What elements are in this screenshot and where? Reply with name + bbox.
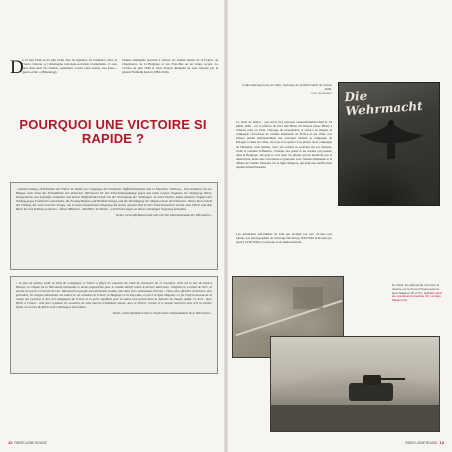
body-text-right-a: Ce texte de Keitel - qui ouvre (le) nouveau Generalfeldmarschall le 19 juillet 1940 - est la préface du livre Mit Hitler im Westen (Avec Hitler à l'Ouest) paru en 1941. Ouvrage de propagande, il retrace en images la campagne victorieuse de l'armée allemande en France et ses alliés. Cet éditeur publie principalement des ouvrages relatant la campagne de Pologne et dans les villes, les pays et la guerre. Les photos de la campagne de Hollande, sous marine, avec des soldats se trouvant sur les bateaux, avant et pendant l'offensive, l'attaque des ponts et les soldats qui passent dans la Belgique. On peut le voir dans ces photos qui ne montrent pas la destruction, mais celle victorieuse et glorieuse avec l'armée allemande et la défaite de l'armée française sur la ligne Maginot, qui était une fortification réputée infranchissable. [236, 120, 332, 170]
folio-right [405, 440, 444, 445]
intro-column-b: l'armée allemande parvient à vaincre les armées alliées de la France, de l'Angleterre, de la Belgique et des Pays-Bas en un temps record. La victoire de juin 1940 et l'état d'esprit allemand en sont exposés par le général Wilhelm Keitel (1882-1946). [122, 58, 218, 75]
page-number-right: 13 [439, 440, 444, 445]
tank-turret [363, 375, 381, 385]
magazine-title: Die Wehrmacht [344, 88, 424, 119]
aerial-field [293, 287, 323, 309]
folio-left-label: PARIS LIGNE ROUGE [14, 441, 47, 445]
page-gutter [224, 0, 228, 452]
tank-gun [381, 378, 405, 380]
tank-caption [392, 284, 442, 303]
page-number-left: 12 [8, 440, 13, 445]
folio-left [8, 440, 47, 445]
quote-french-text: « Le jour du solstice 1940, en forêt de Compiègne, le Führer a effacé les séquelles du traité de l'armistice du 11 novembre 1918. De la mer du Nord à Biscaye, le rempart de la Wehrmacht allemande se dresse aujourd'hui pour le combat décisif contre le dernier adversaire, l'Angleterre. L'armée de terre, la marine de guerre et l'armée de l'air. Wehrmacht et peuple sont désormais soudés, unis dans leur communauté d'armes... Dans cette offensive victorieuse sans précédent, les troupes allemandes ont vaincu en six semaines la France, la Belgique et les Pays-Bas, et percé la ligne Maginot. Ce fut l'esprit nouveau de la troupe qui a permis ce but. Les campagnes de France et ce qu'ils signifient pour la nation sont gravés dans la mémoire de chaque soldat. Ce livre - Avec Hitler à l'Ouest - veut fixer à jamais les souvenirs de cette marche triomphale unique. Avec le Führer, l'armée et le peuple marchent unis vers la victoire finale, au service du Reich et de l'Allemagne tout entière. [16, 281, 212, 309]
quote-german-signature: Keitel, Generalfeldmarschall und Chef des Oberkommando der Wehrmacht » [116, 213, 212, 217]
aerial-road [235, 300, 342, 337]
quote-box-german [10, 182, 218, 270]
page-headline: POURQUOI UNE VICTOIRE SI RAPIDE ? [19, 117, 207, 146]
cover-caption-source: Coll. de l'auteur [311, 90, 332, 95]
intro-column-a: u 10 mai 1940 au 22 juin 1940, date de signature de l'armistice entre la France vaincue et l'Allemagne nationale-socialiste triomphante, il aura fallu deux mois de combats, seulement. Contre toute attente, lors d'une « guerre-éclair » (Blitzkrieg), [22, 58, 117, 75]
magazine-cover-image [338, 82, 440, 206]
tank-photo [270, 336, 440, 432]
tank-caption-a: En 1941, les allemands montrent la victoire sur le Front d'Ouest avec la ligne Maginot (III et IV), [392, 283, 440, 295]
drop-cap: D [10, 57, 24, 78]
tank-body [349, 383, 393, 401]
quote-box-french [10, 276, 218, 374]
body-text-right-b: Les Allemands eux-mêmes ne sont pas étonnés par leur victoire très rapide. Les photographies de l'ouvrage Der Krieg 1939/1940 in Karten (Le guerre 1939/1940) en sont une vraie démonstration. [236, 232, 332, 245]
quote-french-signature: Keitel, Generalfeldmarschall et chef du haut commandement de la Wehrmacht » [112, 311, 212, 315]
tank-photo-ground [271, 405, 440, 431]
cover-caption-text: L'objet allemand issu du Parti, Gazettes de la Wehrmacht du 10 juin 1940. [241, 83, 332, 91]
cover-shadow [339, 159, 440, 205]
cover-caption [236, 84, 332, 95]
tank-caption-b: facilitant ainsi les opérations terrestres (II). La ligne Maginot (II). [392, 290, 442, 303]
quote-german-text: « Sommerwolkige 1940 fiedelte der Führer im Walde von Compiègne die Schuld der Waffenstillstandes vom 11 November 1918 aus... Vom Nordmeer bis zur Biskaya steht heute die Schutzblöcke des deutschen Wehrmacht für den Entscheidungskampf gegen das letzte Gegner, England, zur Verfügung. Hiere, Kriegsmarine und Luftwaffe verdanken und dessen Waffenbrüderschaft von der Vereinigung der Siedlungen. In sechs Wochen haben deutsche Truppen den Feldzug gegen Frankreich entschieden, die Festung Belgien und Holland besiegt, und die Verteidigung der Maginot-Linie durchbrochen. Dieses Ziel erreicht der Feldzug, der neue Geist der Truppe, hat in einem beispiellosen Siegeszug die Armee und das Volk in ihrer Entschlossenheit vereint, dem Führer und dem Reich bis zum Endsieg zu dienen... Dieses Bildwerk - Mit Hitler im Westen - will Erinnerungen an diesen einmaligen Siegeszug festhalten. [16, 187, 212, 211]
folio-right-label: PARIS LIGNE ROUGE [405, 441, 438, 445]
